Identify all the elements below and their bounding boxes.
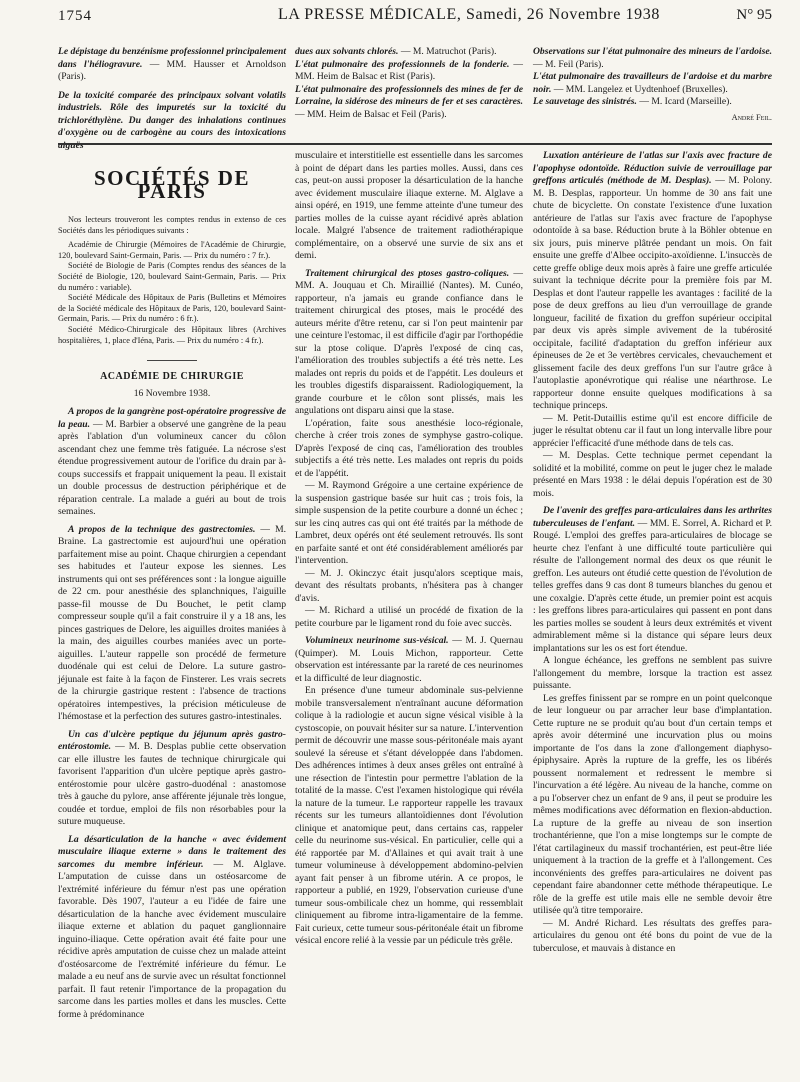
journal-title: LA PRESSE MÉDICALE, Samedi, 26 Novembre 1938 (278, 6, 660, 23)
article-text: — MM. A. Jouquau et Ch. Miraillié (Nantes). M. Cunéo, rapporteur, n'a jamais eu grande confiance dans le traitement chirurgical des ptoses, mais le procédé des auteurs mérite d'être retenu, car si l'on peut maintenir par une ceinture l'estomac, il est difficile d'agir par l'orthopédie sur la ptose colique. D'après l'exposé de cinq cas, l'amélioration des troubles subjectifs a été très nette. Les malades ont repris du poids et de l'appétit. Les douleurs et les troubles digestifs disparaissent. Radiologiquement, la grande courbure et le côlon sont plissés, mais les angulations ont disparu ainsi que la stase. (295, 267, 523, 416)
abstract-title: L'état pulmonaire des professionnels de la fonderie. (295, 58, 510, 70)
article-title: A propos de la technique des gastrectomies. (68, 523, 256, 535)
column-1 (58, 150, 286, 1021)
society-entry: Académie de Chirurgie (Mémoires de l'Académie de Chirurgie, 120, boulevard Saint-Germain, Paris. — Prix du numéro : 7 fr.). (58, 240, 286, 260)
column-2 (295, 150, 523, 948)
article-title: La désarticulation de la hanche « avec évidement musculaire iliaque externe » dans le traitement des sarcomes du membre inférieur. (58, 833, 286, 870)
article-text: En présence d'une tumeur abdominale sus-pelvienne mobile transversalement n'entraînant aucune déformation colique à la radiologie et aucun signe vésical visible à la cystoscopie, on pouvait hésiter sur sa nature. L'intervention permit de découvrir une masse sous-péritonéale mais ayant soulevé la séreuse et s'étant développée dans l'abdomen. Des adhérences intimes à deux anses grêles ont entraîné à une résection de l'intestin pour permettre l'ablation de la totalité de la masse. C'est l'examen histologique qui révéla la nature de la tumeur. Le rapporteur rappelle les travaux récents sur les tumeurs allantoïdiennes dont l'évolution clinique et anatomique peut, dans certains cas, rappeler celle du neurinome sus-vésical. En particulier, celle qui a été rapportée par M. d'Allaines et qui avait trait à une tumeur volumineuse à développement abdomino-pelvien ayant fait penser à un fibrome utérin. A ce propos, le rapporteur a publié, en 1929, l'observation curieuse d'une tumeur sous-ombilicale chez un homme, qui ressemblait cliniquement au fibrome intra-ligamentaire de la femme. Fait curieux, cette tumeur sous-péritonéale était un fibrome vésical encore relié à la vessie par un pédicule très grêle. (295, 685, 523, 946)
article-text: Les greffes finissent par se rompre en un point quelconque de leur longueur ou par arracher leur base d'implantation. Cette rupture ne se produit qu'au bout d'un certain temps et après avoir déterminé une incurvation plus ou moins importante de l'os dans la zone d'allongement diaphyso-épiphysaire. Après la rupture de la greffe, les os libérés poussent normalement et redressent le membre si l'incurvation a été légère. Au niveau de la hanche, comme on a pu l'observer chez un enfant de 9 ans, il peut se produire les mêmes modifications avec déformation en flexion-abduction. La rupture de la greffe au niveau de son insertion trochantérienne, que l'on a mise longtemps sur le compte de l'état cartilagineux du massif trochantérien, est peut-être liée uniquement à la traction de la greffe et à l'allongement. Ces inconvénients des greffes para-articulaires ne doivent pas cependant faire abandonner cette méthode thérapeutique. Le rôle de la greffe est utile mais elle ne semble devoir être utilisée qu'à titre temporaire. (533, 692, 772, 916)
article-text: — M. Desplas. Cette technique permet cependant la solidité et la mobilité, comme on peut le juger chez le malade présenté en Mars 1938 : le délai depuis l'opération est de 30 mois. (533, 450, 772, 499)
article-title: A propos de la gangrène post-opératoire progressive de la peau. (58, 406, 286, 430)
article-title: Luxation antérieure de l'atlas sur l'axis avec fracture de l'apophyse odontoïde. Réduction suivie de verrouillage par greffons articulés (méthode de M. Desplas). (533, 150, 772, 186)
signature: André Feil. (731, 112, 772, 122)
abstract-authors: — MM. Heim de Balsac et Feil (Paris). (295, 108, 447, 120)
top-column-1 (58, 46, 286, 152)
divider (147, 360, 197, 361)
abstract-title: Le sauvetage des sinistrés. (533, 96, 637, 107)
abstract-title: De la toxicité comparée des principaux solvant volatils industriels. Rôle des impuretés sur la toxicité du trichloréthylène. Du danger des inhalations continues d'oxygène ou de carbogène au cours des intoxications aiguës (58, 89, 286, 151)
section-title: SOCIÉTÉS DE PARIS (94, 166, 250, 203)
abstract-authors: — MM. Heim de Balsac et Rist (Paris). (295, 58, 523, 82)
article-text: — M. Alglave. L'amputation de cuisse dans un ostéosarcome de l'extrémité inférieure du fémur n'est pas une opération favorable. Dès 1907, l'auteur a eu l'idée de faire une désarticulation de la hanche avec évidement musculaire iliaque externe et ablation du paquet ganglionnaire inguino-iliaque. Cette opération avait été faite pour une récidive après amputation de cuisse chez un malade atteint d'ostéosarcome de l'extrémité inférieure du fémur. Le malade a eu neuf ans de survie avec un résultat fonctionnel parfait. Il faut retenir l'importance de la propagation du sarcome dans les parties molles et dans les muscles. Cette forme à prédominance (58, 858, 286, 1020)
intro-note: Nos lecteurs trouveront les comptes rendus in extenso de ces Sociétés dans les périodiques suivants : (58, 215, 286, 235)
article-text: — M. André Richard. Les résultats des greffes para-articulaires du genou ont été bons du point de vue de la tuberculose, et mauvais à distance en (533, 917, 772, 954)
article-text: — M. Polony. M. B. Desplas, rapporteur. Un homme de 30 ans fait une chute de bicyclette. On constate l'existence d'une luxation antérieure de l'atlas sur l'axis avec fracture de l'apophyse odontoïde à sa base. Réduction brute à la Böhler obtenue en six jours, puis minerve plâtrée pendant un mois. On fait ensuite une greffe d'Albee occipito-axoïdienne. L'insuccès de cette greffe oblige deux mois après à faire une greffe articulée suivant la technique décrite pour la première fois par M. Desplas et dont l'auteur rappelle les avantages : facilité de la pose de deux greffons au lieu d'un verrouillage de grande longueur, facilité de fixation du greffon supérieur occipital par deux vis après simple avivement de la tubérosité occipitale, facilité d'adaptation du greffon inférieur aux épineuses de 2e et 3e vertèbres cervicales, chevauchement et glissement facile des deux greffons l'un sur l'autre grâce à l'autoplastie aponévrotique qui réalise une néarthrose. Le rapporteur donne ensuite quelques modifications à sa technique princeps. (533, 175, 773, 411)
article-text: — M. J. Quernau (Quimper). M. Louis Michon, rapporteur. Cette observation est intéressante par la rareté de ces neurinomes et la difficulté de leur diagnostic. (295, 635, 524, 684)
article-title: Traitement chirurgical des ptoses gastro-coliques. (305, 267, 510, 279)
society-entry: Société de Biologie de Paris (Comptes rendus des séances de la Société de Biologie, 120, boulevard Saint-Germain, Paris. — Prix du numéro : variable). (58, 261, 286, 292)
society-entry: Société Médico-Chirurgicale des Hôpitaux libres (Archives hospitalières, 1, place d'Iéna, Paris. — Prix du numéro : 4 fr.). (58, 324, 286, 345)
article-title: De l'avenir des greffes para-articulaires dans les arthrites tuberculeuses de l'enfant. (533, 505, 772, 529)
abstract-authors: — MM. Hausser et Arnoldson (Paris). (58, 58, 286, 82)
article-text: — M. Richard a utilisé un procédé de fixation de la petite courbure par le ligament rond du foie avec succès. (295, 605, 523, 629)
article-text: — M. J. Okinczyc était jusqu'alors sceptique mais, devant des résultats probants, n'hésitera pas à changer d'avis. (295, 567, 523, 604)
section-separator (58, 143, 772, 145)
academy-heading: ACADÉMIE DE CHIRURGIE (100, 371, 244, 383)
abstract-authors: — M. Matruchot (Paris). (398, 46, 497, 57)
abstract-title: dues aux solvants chlorés. (295, 46, 399, 57)
abstract-authors: — M. Icard (Marseille). (636, 96, 732, 107)
article-text: L'opération, faite sous anesthésie loco-régionale, cherche à créer trois zones de symphyse gastro-colique. D'après l'exposé de cinq cas, l'amélioration des troubles subjectifs a été très nette. Les malades ont repris du poids et de l'appétit. (295, 417, 523, 479)
issue-number: N° 95 (736, 7, 772, 23)
article-text: — M. Braine. La gastrectomie est aujourd'hui une opération parfaitement mise au point. Chaque chirurgien a cependant ses habitudes et l'auteur expose les siennes. Les instruments qui ont ses préférences sont : la longue aiguille de 22 cm. pour anesthésie des splanchniques, l'aiguille passe-fil mousse de Du Bouchet, le petit clamp compresseur souple qu'il a fait construire il y a 18 ans, les pinces gastriques de Delore, les aiguilles droites maniées à la main, des aiguilles courbes maniées avec un porte-aiguilles. L'auteur rappelle son procédé de fermeture duodénale qui est celui de Delore. La suture gastro-jéjunale est faite à la façon de Finsterer. Les vrais secrets de la chirurgie gastrique restent : l'absence de tractions opératoires intempestives, la précision méticuleuse de l'hémostase et la perfection des sutures gastro-intestinales. (58, 523, 286, 723)
article-title: Volumineux neurinome sus-vésical. (305, 635, 449, 646)
top-column-2 (295, 46, 523, 121)
article-text: — M. Petit-Dutaillis estime qu'il est encore difficile de juger le résultat obtenu car il faut un long intervalle libre pour apprécier l'efficacité d'une méthode dans de tels cas. (533, 412, 772, 449)
page-header (58, 6, 772, 30)
session-date: 16 Novembre 1938. (133, 387, 211, 399)
abstract-title: L'état pulmonaire des professionnels des mines de fer de Lorraine, la sidérose des mineurs de fer et ses caractères. (295, 83, 523, 107)
abstract-title: L'état pulmonaire des travailleurs de l'ardoise et du marbre noir. (533, 71, 772, 95)
article-text: A longue échéance, les greffons ne semblent pas suivre l'allongement du membre, lorsque la traction est assez puissante. (533, 655, 772, 691)
article-title: Un cas d'ulcère peptique du jéjunum après gastro-entérostomie. (58, 728, 286, 753)
article-text: — M. Raymond Grégoire a une certaine expérience de la suspension gastrique basée sur huit cas ; trois fois, la simple suspension de la petite courbure a donné un échec ; sur les cinq autres cas qui ont été traités par la méthode de Lambret, deux opérés ont été seulement retrouvés. Ils sont en parfaite santé et ont été considérablement améliorés par l'intervention. (295, 480, 523, 566)
top-column-3 (533, 46, 772, 123)
article-text: musculaire et interstitielle est essentielle dans les sarcomes à point de départ dans les parties molles. Aussi, dans ces cas, peut-on aussi proposer la désarticulation de la hanche avec évidement musculaire iliaque externe. M. Alglave a ainsi opéré, en 1919, une femme atteinte d'une tumeur des parties molles de la cuisse ayant récidivé après ablation locale. Malgré l'absence de traitement radiothérapique complémentaire, on a observé une survie de six ans et demi. (295, 150, 523, 261)
abstract-title: Le dépistage du benzénisme professionnel principalement dans l'héliogravure. (58, 46, 286, 70)
society-entry: Société Médicale des Hôpitaux de Paris (Bulletins et Mémoires de la Société médicale des Hôpitaux de Paris, 120, boulevard Saint-Germain, Paris. — Prix du numéro : 6 fr.). (58, 293, 286, 324)
abstract-authors: — MM. Langelez et Uydtenhoef (Bruxelles). (551, 83, 728, 95)
article-text: — M. B. Desplas publie cette observation car elle illustre les fautes de technique chirurgicale qui favorisent l'apparition d'un ulcère peptique après gastro-entérostomie pour ulcère gastro-duodénal : anastomose très à gauche du pylore, anse afférente jéjunale très longue, coudée et tordue, emploi de fils non résorbables pour la suture muqueuse. (58, 741, 286, 828)
article-text: — MM. E. Sorrel, A. Richard et P. Rougé. L'emploi des greffes para-articulaires de blocage se heurte chez l'enfant à une difficulté toute particulière qui résulte de l'allongement normal des deux os que réunit le greffon. Les auteurs ont étudié cette question de l'évolution de telles greffes dans 9 cas dont 8 tumeurs blanches du genou et une coxalgie. D'après cette étude, un premier point est acquis : les greffons libres para-articulaires qui passent en pont dans les parties molles se soudent à leurs deux extrémités et vivent admirablement même si la distance qui sépare leurs deux implantations sur les os est fort étendue. (533, 517, 772, 654)
page-number: 1754 (58, 8, 92, 24)
abstract-title: Observations sur l'état pulmonaire des mineurs de l'ardoise. (533, 46, 772, 57)
abstract-authors: — M. Feil (Paris). (533, 58, 604, 70)
column-3 (533, 150, 772, 955)
article-text: — M. Barbier a observé une gangrène de la peau après l'ablation d'un volumineux cancer du côlon ascendant chez une femme très fatiguée. La nécrose s'est étendue progressivement autour de l'orifice du drain par à-coups successifs et frappait uniquement la peau. Il existait un double processus de destruction périphérique et de réparation centrale. La malade a guéri au bout de trois semaines. (58, 418, 286, 518)
